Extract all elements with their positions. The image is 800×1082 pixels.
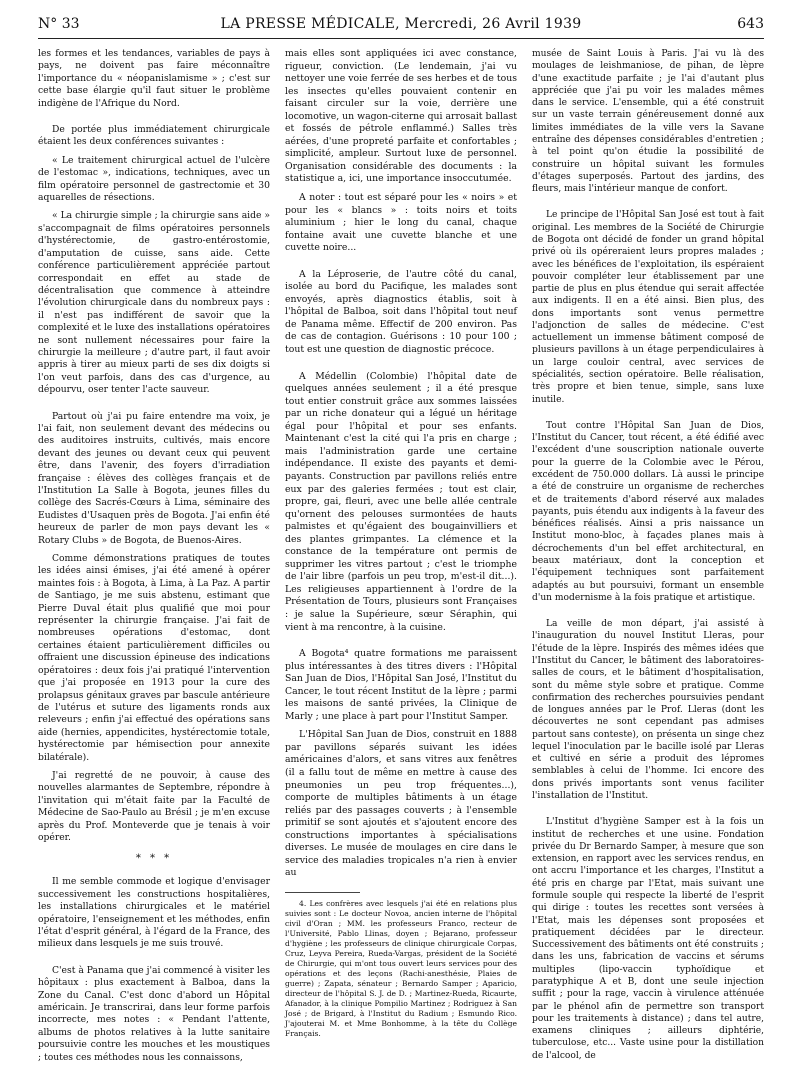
page-number: 643 (737, 16, 764, 32)
paragraph: De portée plus immédiatement chirurgicale étaient les deux conférences suivantes : (38, 124, 270, 148)
section-separator: * * * (135, 853, 173, 865)
paragraph: Il me semble commode et logique d'envisager successivement les constructions hospitalières, les installations chirurgicales et le matériel opératoire, l'enseignement et les méthodes, enfin l'état d'esprit général, à l'égard de la France, des milieux dans lesquels je me suis trouvé. (38, 876, 270, 950)
paragraph: L'Hôpital San Juan de Dios, construit en 1888 par pavillons séparés suivant les idées américaines d'alors, et sans vitres aux fenêtres (il a fallu tout de même en mettre à cause des pneumonies un peu trop fréquentes...), comporte de multiples bâtiments à un étage reliés par des passages couverts ; à l'ensemble primitif se sont ajoutés et s'ajoutent encore des constructions importantes à spécialisations diverses. Le musée de moulages en cire dans le service des maladies tropicales n'a rien à envier au (285, 729, 517, 879)
paragraph: La veille de mon départ, j'ai assisté à l'inauguration du nouvel Institut Lleras, pour l'étude de la lèpre. Inspirés des mêmes idées que l'Institut du Cancer, le bâtiment des laboratoires-salles de cours, et le bâtiment d'hospitalisation, sont du même style sobre et pratique. Comme confirmation des recherches poursuivies pendant de longues années par le Prof. Lleras (dont les découvertes ne sont cependant pas admises partout sans conteste), on présenta un singe chez lequel l'inoculation par le bacille isolé par Lleras et cultivé en série a produit des lépromes semblables à celui de l'homme. Ici encore des dons privés importants sont venus faciliter l'installation de l'Institut. (532, 619, 764, 802)
paragraph: mais elles sont appliquées ici avec constance, rigueur, conviction. (Le lendemain, j'ai vu nettoyer une voie ferrée de ses herbes et de tous les insectes qu'elles pouvaient contenir en faisant circuler sur la voie, derrière une locomotive, un wagon-citerne qui arrosait ballast et fossés de pétrole enflammé.) Salles très aérées, d'une propreté parfaite et confortables ; simplicité, ampleur. Surtout luxe de personnel. Organisation considérable des documents : la statistique a, ici, une importance insoccutumée. (285, 48, 517, 185)
paragraph: L'Institut d'hygiène Samper est à la fois un institut de recherches et une usine. Fondation privée du Dr Bernardo Samper, à mesure que son extension, en rapport avec les services rendus, en ont accru l'importance et les charges, l'Institut a été pris en charge par l'Etat, mais suivant une formule souple qui respecte la liberté de l'esprit qui dirige : toutes les recettes sont versées à l'Etat, mais les dépenses sont proposées et pratiquement décidées par le directeur. Successivement des bâtiments ont été construits ; dans les uns, fabrication de vaccins et sérums multiples (lipo-vaccin typhoïdique et paratyphique A et B, dont une seule injection suffit ; pour la rage, vaccin à virulence atténuée par le phénol afin de permettre son transport pour les traitements à distance) ; dans tel autre, examens cliniques ; ailleurs diphtérie, tuberculose, etc... Vaste usine pour la distillation de l'alcool, de (532, 817, 764, 1061)
paragraph: les formes et les tendances, variables de pays à pays, ne doivent pas faire méconnaître l'importance du « néopanislamisme » ; c'est sur cette base élargie qu'il faut situer le problème indigène de l'Afrique du Nord. (38, 48, 270, 109)
column-2 (285, 48, 517, 1045)
column-1 (38, 48, 270, 1070)
paragraph: musée de Saint Louis à Paris. J'ai vu là des moulages de leishmaniose, de pihan, de lèpre d'une exactitude parfaite ; je l'ai d'autant plus appréciée que j'ai pu voir les malades mêmes dans le service. L'ensemble, qui a été construit sur un vaste terrain généreusement donné aux limites immédiates de la ville vers la Savane entraîne des dépenses considérables d'entretien ; à tel point qu'on étudie la possibilité de construire un hôpital suivant les formules d'étages superposés. Partout des jardins, des fleurs, mais l'intérieur manque de confort. (532, 49, 764, 195)
paragraph: A Médellin (Colombie) l'hôpital date de quelques années seulement ; il a été presque tout entier construit grâce aux sommes laissées par un riche donateur qui a légué un héritage égal pour l'hôpital et pour ses enfants. Maintenant c'est la cité qui l'a pris en charge ; mais l'administration garde une certaine indépendance. Il existe des payants et demi-payants. Construction par pavillons reliés entre eux par des galeries fermées ; tout est clair, propre, gai, fleuri, avec une belle allée centrale qu'ornent des pelouses surmontées de hauts palmistes et qu'égaient des bougainvilliers et des plantes grimpantes. La clémence et la constance de la température ont permis de supprimer les vitres partout ; c'est le triomphe de l'air libre (parfois un peu trop, m'est-il dit...). Les religieuses appartiennent à l'ordre de la Présentation de Tours, plusieurs sont Françaises : je salue la Supérieure, sœur Séraphin, qui vient à ma rencontre, à la cuisine. (285, 370, 517, 633)
paragraph: Tout contre l'Hôpital San Juan de Dios, l'Institut du Cancer, tout récent, a été édifié avec l'excédent d'une souscription nationale ouverte pour la guerre de la Colombie avec le Pérou, excédent de 750.000 dollars. Là aussi le principe a été de construire un organisme de recherches et de traitements d'abord réservé aux malades payants, puis étendu aux indigents à la faveur des bénéfices réalisés. Ainsi a pris naissance un Institut mono-bloc, à façades planes mais à décrochements d'un bel effet architectural, en beaux matériaux, dont la conception et l'équipement techniques sont parfaitement adaptés au but poursuivi, formant un ensemble d'un modernisme à la fois pratique et artistique. (532, 420, 764, 603)
column-3 (532, 48, 764, 1068)
paragraph: Partout où j'ai pu faire entendre ma voix, je l'ai fait, non seulement devant des médecins ou des auditoires instruits, cultivés, mais encore devant des jeunes ou devant ceux qui peuvent être, dans l'avenir, des foyers d'irradiation française : élèves des collèges français et de l'Institution La Salle à Bogota, jeunes filles du collège des Sacrés-Cœurs à Lima, séminaire des Eudistes d'Usaquen près de Bogota. J'ai enfin été heureux de parler de mon pays devant les « Rotary Clubs » de Bogota, de Buenos-Aires. (38, 410, 270, 546)
paragraph: J'ai regretté de ne pouvoir, à cause des nouvelles alarmantes de Septembre, répondre à l'invitation qui m'était faite par la Faculté de Médecine de Sao-Paulo au Brésil ; je m'en excuse après du Prof. Monteverde que je tenais à voir opérer. (38, 769, 270, 843)
paragraph: « La chirurgie simple ; la chirurgie sans aide » s'accompagnait de films opératoires personnels d'hystérectomie, de gastro-entérostomie, d'amputation de cuisse, sans aide. Cette conférence particulièrement appréciée partout correspondait en effet au stade de décentralisation que commence à atteindre l'évolution chirurgicale dans du nombreux pays : il n'est pas indifférent de savoir que la complexité et le luxe des installations opératoires ne sont nullement nécessaires pour faire la chirurgie la meilleure ; d'autre part, il faut avoir appris à tirer au mieux parti de ses dix doigts si l'on veut parfois, dans des cas d'urgence, au dépourvu, oser tenter l'acte sauveur. (38, 210, 270, 396)
paragraph: A Bogota⁴ quatre formations me paraissent plus intéressantes à des titres divers : l'Hôpital San Juan de Dios, l'Hôpital San José, l'Institut du Cancer, le tout récent Institut de la lèpre ; parmi les maisons de santé privées, la Clinique de Marly ; une place à part pour l'Institut Samper. (285, 648, 517, 722)
paragraph: A la Léproserie, de l'autre côté du canal, isolée au bord du Pacifique, les malades sont envoyés, après diagnostics établis, soit à l'hôpital de Balboa, soit dans l'hôpital tout neuf de Panama même. Effectif de 200 environ. Pas de cas de contagion. Guérisons : 10 pour 100 ; tout est une question de diagnostic précoce. (285, 268, 517, 356)
paragraph: Comme démonstrations pratiques de toutes les idées ainsi émises, j'ai été amené à opérer maintes fois : à Bogota, à Lima, à La Paz. A partir de Santiago, je me suis abstenu, estimant que Pierre Duval était plus qualifié que moi pour représenter la chirurgie française. J'ai fait de nombreuses opérations d'estomac, dont certaines étaient particulièrement difficiles ou offraient une discussion épineuse des indications opératoires : deux fois j'ai pratiqué l'intervention que j'ai proposée en 1913 pour la cure des prolapsus génitaux graves par bascule antérieure de l'utérus et suture des ligaments ronds aux releveurs ; enfin j'ai effectué des opérations sans aide (hernies, appendicites, hystérectomie totale, hystérectomie par hémisection pour annexite bilatérale). (38, 553, 270, 763)
paragraph: Le principe de l'Hôpital San José est tout à fait original. Les membres de la Société de Chirurgie de Bogota ont décidé de fonder un grand hôpital privé où ils opéreraient leurs propres malades ; avec les bénéfices de l'exploitation, ils espéraient pouvoir compléter leur établissement par une partie de plus en plus étendue qui serait affectée aux indigents. Il en a été ainsi. Bien plus, des dons importants sont venus permettre l'adjonction de salles de médecine. C'est actuellement un immense bâtiment composé de plusieurs pavillons à un étage perpendiculaires à un large couloir central, avec services de spécialités, section opératoire. Belle réalisation, très propre et bien tenue, simple, sans luxe inutile. (532, 210, 764, 405)
paragraph: « Le traitement chirurgical actuel de l'ulcère de l'estomac », indications, techniques, avec un film opératoire personnel de gastrectomie et 30 aquarelles de résections. (38, 154, 270, 204)
issue-number: N° 33 (38, 16, 80, 32)
footnote-rule (285, 892, 360, 893)
page-header (38, 14, 764, 39)
journal-title: LA PRESSE MÉDICALE, Mercredi, 26 Avril 1939 (220, 16, 582, 32)
paragraph: A noter : tout est séparé pour les « noirs » et pour les « blancs » : toits noirs et toits aluminium ; hier le long du canal, chaque fontaine avait une cuvette blanche et une cuvette noire... (285, 192, 517, 254)
footnote: 4. Les confrères avec lesquels j'ai été en relations plus suivies sont : Le docteur Novoa, ancien interne de l'hôpital civil d'Oran ; MM. les professeurs Franco, recteur de l'Université, Pablo Llinas, doyen ; Bejarano, professeur d'hygiène ; les professeurs de clinique chirurgicale Corpas, Cruz, Leyva Pereira, Rueda-Vargas, président de la Société de Chirurgie, qui m'ont tous ouvert leurs services pour des opérations et des leçons (Rachi-anesthésie, Plaies de guerre) ; Zapata, sénateur ; Bernardo Samper ; Aparicio, directeur de l'hôpital S. J. de D. ; Martinez-Rueda, Ricaurte, Afanador, à la clinique Pompilio Martinez ; Rodriguez à San José ; de Brigard, à l'Institut du Radium ; Esmundo Rico. J'ajouterai M. et Mme Bonhomme, à la tête du Collège Français. (285, 898, 517, 1038)
paragraph: C'est à Panama que j'ai commencé à visiter les hôpitaux : plus exactement à Balboa, dans la Zone du Canal. C'est donc d'abord un Hôpital américain. Je transcrirai, dans leur forme parfois incorrecte, mes notes : « Pendant l'attente, albums de photos relatives à la lutte sanitaire poursuivie contre les mouches et les moustiques ; toutes ces méthodes nous les connaissons, (38, 964, 271, 1063)
